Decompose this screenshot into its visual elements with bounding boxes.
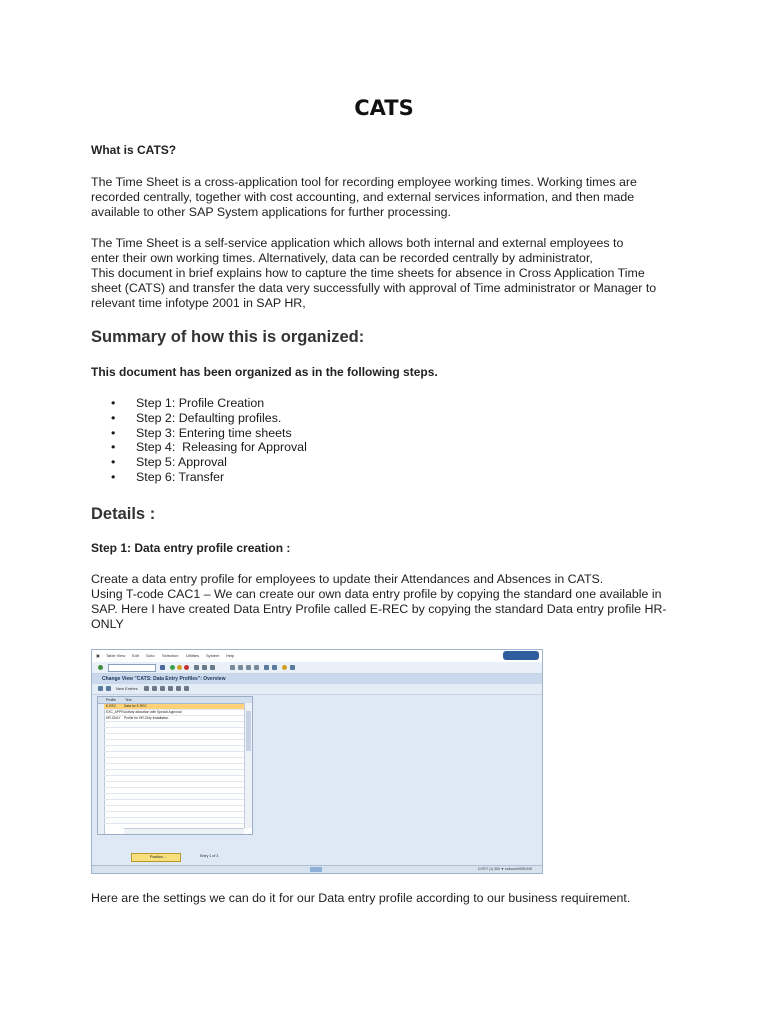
enter-icon[interactable] [98, 665, 103, 670]
text-cell: Data for E-REC [124, 704, 147, 708]
bullet-icon: • [111, 410, 116, 425]
list-item [111, 470, 307, 485]
closing-line: Here are the settings we can do it for our Data entry profile according to our business requirement. [91, 891, 631, 905]
list-item [111, 440, 307, 455]
self-service-line-4: sheet (CATS) and transfer the data very successfully with approval of Time administrator or Manager to [91, 281, 657, 295]
column-header-text[interactable]: Text [125, 698, 132, 702]
profile-cell: HR-ONLY [106, 716, 121, 720]
list-item [111, 455, 307, 470]
step-label: Step 3: Entering time sheets [136, 425, 292, 440]
sap-window-icon: ▣ [96, 653, 100, 658]
step1-heading: Step 1: Data entry profile creation : [91, 541, 291, 555]
entry-count: Entry 1 of 3 [200, 854, 219, 858]
details-heading: Details : [91, 505, 156, 523]
intro-line-1: The Time Sheet is a cross-application tool for recording employee working times. Working times are [91, 175, 637, 189]
system-info: D RTY (1) 300 ▼ ecfocom0039 INS [478, 867, 532, 871]
self-service-line-1: The Time Sheet is a self-service application which allows both internal and external employees to [91, 236, 624, 250]
step-label: Step 2: Defaulting profiles. [136, 410, 282, 425]
select-block-icon[interactable] [176, 686, 181, 691]
horizontal-scrollbar[interactable] [124, 828, 244, 834]
text-cell: Profile for HR-Only Installation [124, 716, 169, 720]
bullet-icon: • [111, 425, 116, 440]
sap-menu-item[interactable]: Goto [146, 653, 155, 658]
list-item [111, 426, 307, 441]
new-entries-icon[interactable] [106, 686, 111, 691]
self-service-paragraph [91, 236, 691, 311]
back-icon[interactable] [170, 665, 175, 670]
sap-menu-item[interactable]: Edit [132, 653, 139, 658]
previous-page-icon[interactable] [238, 665, 243, 670]
save-icon[interactable] [160, 665, 165, 670]
steps-list [111, 396, 307, 485]
undo-icon[interactable] [160, 686, 165, 691]
sap-screenshot [91, 649, 543, 874]
sap-standard-toolbar [92, 662, 542, 674]
table-header [98, 697, 252, 704]
position-button-label: Position... [150, 855, 166, 859]
bullet-icon: • [111, 455, 116, 470]
self-service-line-5: relevant time infotype 2001 in SAP HR, [91, 296, 306, 310]
new-entries-button[interactable]: New Entries [116, 686, 138, 691]
intro-paragraph [91, 175, 691, 220]
sap-logo-icon [503, 651, 539, 660]
cancel-icon[interactable] [184, 665, 189, 670]
scrollbar-thumb[interactable] [246, 711, 251, 751]
sap-menu-item[interactable]: Selection [162, 653, 179, 658]
profile-cell: E-REC [106, 704, 117, 708]
intro-line-3: available to other SAP System applications for further processing. [91, 205, 451, 219]
position-button[interactable] [131, 853, 181, 862]
exit-icon[interactable] [177, 665, 182, 670]
profile-line-4: ONLY [91, 617, 124, 631]
sap-title-bar [92, 674, 542, 684]
copy-icon[interactable] [144, 686, 149, 691]
sap-command-field[interactable] [108, 664, 156, 672]
column-header-profile[interactable]: Profile [106, 698, 116, 702]
step-label: Step 4: Releasing for Approval [136, 440, 307, 455]
new-session-icon[interactable] [264, 665, 269, 670]
profile-paragraph [91, 572, 691, 632]
what-is-cats-heading: What is CATS? [91, 143, 177, 157]
print-icon[interactable] [194, 665, 199, 670]
delete-icon[interactable] [152, 686, 157, 691]
sap-menu-item[interactable]: Table View [106, 653, 126, 658]
list-item [111, 396, 307, 411]
sap-window-title: Change View "CATS: Data Entry Profiles": Overview [102, 676, 226, 682]
step-label: Step 6: Transfer [136, 469, 225, 484]
display-change-icon[interactable] [98, 686, 103, 691]
bullet-icon: • [111, 469, 116, 484]
sap-profiles-table [97, 696, 253, 835]
last-page-icon[interactable] [254, 665, 259, 670]
shortcut-icon[interactable] [272, 665, 277, 670]
profile-line-1: Create a data entry profile for employees to update their Attendances and Absences in CATS. [91, 572, 604, 586]
layout-icon[interactable] [290, 665, 295, 670]
find-next-icon[interactable] [210, 665, 215, 670]
profile-line-3: SAP. Here I have created Data Entry Profile called E-REC by copying the standard Data entry profile HR- [91, 602, 667, 616]
sap-menu-item[interactable]: System [206, 653, 220, 658]
find-icon[interactable] [202, 665, 207, 670]
document-title: CATS [354, 96, 414, 120]
self-service-line-3: This document in brief explains how to capture the time sheets for absence in Cross Application Time [91, 266, 645, 280]
bullet-icon: • [111, 396, 116, 410]
empty-row[interactable] [104, 818, 244, 824]
bullet-icon: • [111, 440, 116, 455]
next-page-icon[interactable] [246, 665, 251, 670]
closing-paragraph [91, 891, 691, 906]
vertical-scrollbar[interactable] [244, 703, 252, 828]
sap-menu-item[interactable]: Utilities [186, 653, 199, 658]
summary-heading: Summary of how this is organized: [91, 328, 365, 346]
step-label: Step 5: Approval [136, 455, 227, 470]
sap-status-bar [92, 865, 542, 873]
deselect-all-icon[interactable] [184, 686, 189, 691]
list-item [111, 411, 307, 426]
first-page-icon[interactable] [230, 665, 235, 670]
self-service-line-2: enter their own working times. Alternatively, data can be recorded centrally by administrator, [91, 251, 593, 265]
sap-application-toolbar [92, 684, 542, 695]
help-icon[interactable] [282, 665, 287, 670]
step-label: Step 1: Profile Creation [136, 396, 265, 410]
sap-status-logo-icon [310, 867, 322, 872]
profile-cell: EXC_APPR [106, 710, 124, 714]
organized-heading: This document has been organized as in the following steps. [91, 365, 438, 379]
text-cell: Activity allocation with Special Approval [124, 710, 182, 714]
profile-line-2: Using T-code CAC1 – We can create our own data entry profile by copying the standard one available in [91, 587, 662, 601]
select-all-icon[interactable] [168, 686, 173, 691]
sap-menu-item[interactable]: Help [226, 653, 235, 658]
intro-line-2: recorded centrally, together with cost accounting, and external services information, and then made [91, 190, 635, 204]
